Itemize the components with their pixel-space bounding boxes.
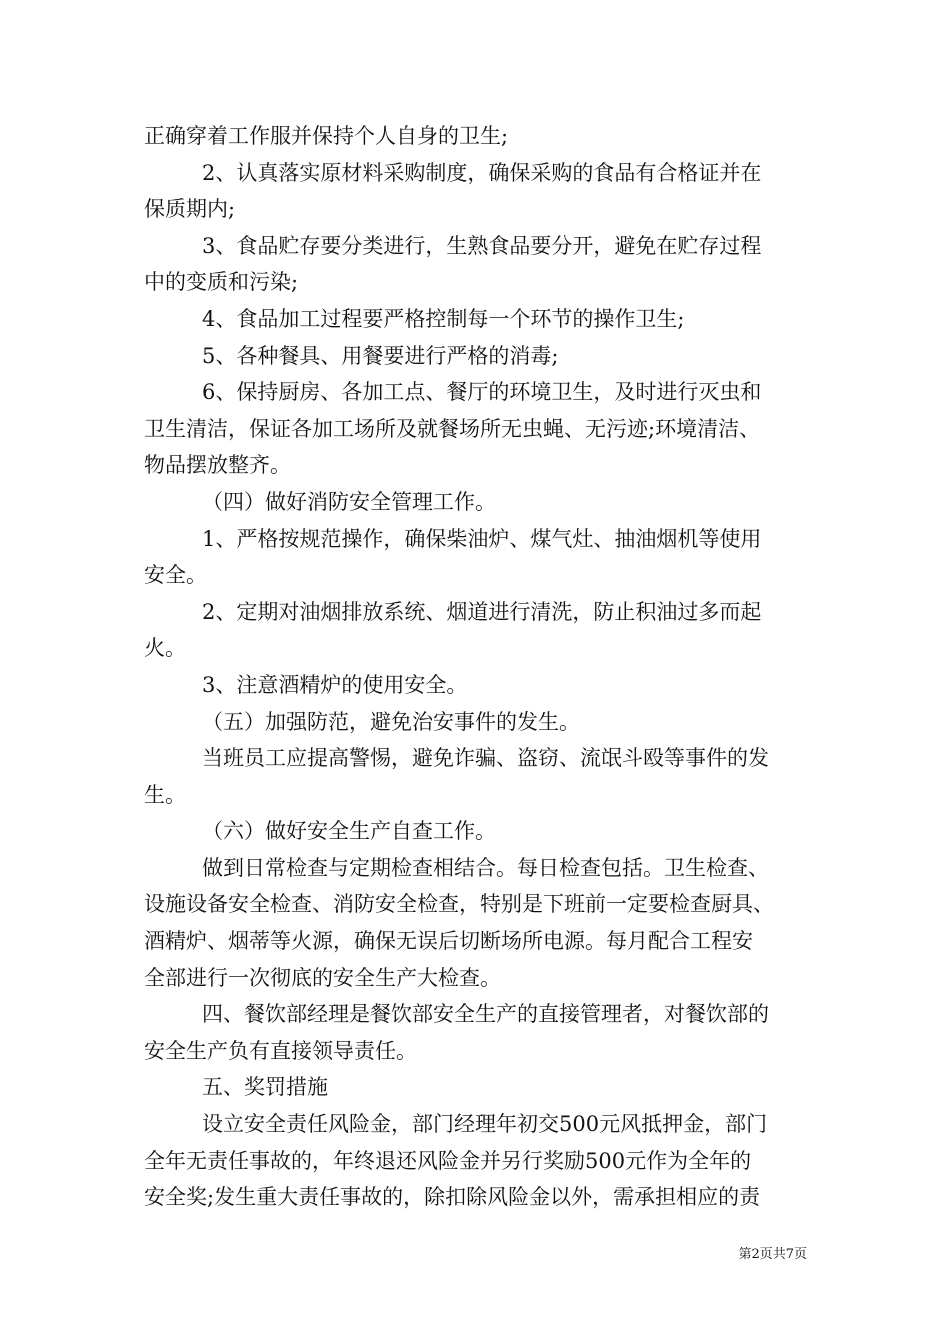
text-line: 安全生产负有直接领导责任。 — [144, 1038, 417, 1063]
text-line: 安全。 — [144, 563, 207, 588]
text-line: （五）加强防范，避免治安事件的发生。 — [202, 709, 580, 734]
text-line: 4、食品加工过程要严格控制每一个环节的操作卫生; — [202, 306, 685, 331]
text-line: 中的变质和污染; — [144, 270, 299, 295]
text-line: （四）做好消防安全管理工作。 — [202, 489, 496, 514]
text-line: 保质期内; — [144, 197, 236, 222]
document-body — [144, 118, 810, 1216]
text-line: 1、严格按规范操作，确保柴油炉、煤气灶、抽油烟机等使用 — [202, 526, 762, 551]
text-line: 3、注意酒精炉的使用安全。 — [202, 672, 468, 697]
text-line: 当班员工应提高警惕，避免诈骗、盗窃、流氓斗殴等事件的发 — [202, 746, 769, 771]
text-line: 火。 — [144, 636, 186, 661]
text-line: 生。 — [144, 782, 186, 807]
text-line: 做到日常检查与定期检查相结合。每日检查包括。卫生检查、 — [202, 855, 769, 880]
text-line: 6、保持厨房、各加工点、餐厅的环境卫生，及时进行灭虫和 — [202, 380, 762, 405]
page-number: 第2页共7页 — [738, 1247, 807, 1262]
text-line: 设立安全责任风险金，部门经理年初交500元风抵押金，部门 — [202, 1112, 768, 1137]
text-line: 设施设备安全检查、消防安全检查，特别是下班前一定要检查厨具、 — [144, 892, 774, 917]
text-line: 3、食品贮存要分类进行，生熟食品要分开，避免在贮存过程 — [202, 233, 762, 258]
text-line: 2、认真落实原材料采购制度，确保采购的食品有合格证并在 — [202, 160, 762, 185]
text-line: 安全奖;发生重大责任事故的，除扣除风险金以外，需承担相应的责 — [144, 1185, 761, 1210]
text-line: 全年无责任事故的，年终退还风险金并另行奖励500元作为全年的 — [144, 1148, 752, 1173]
text-line: 酒精炉、烟蒂等火源，确保无误后切断场所电源。每月配合工程安 — [144, 929, 753, 954]
text-line: 卫生清洁，保证各加工场所及就餐场所无虫蝇、无污迹;环境清洁、 — [144, 416, 761, 441]
text-line: 5、各种餐具、用餐要进行严格的消毒; — [202, 343, 559, 368]
text-line: 正确穿着工作服并保持个人自身的卫生; — [144, 124, 509, 148]
text-line: 五、奖罚措施 — [202, 1075, 328, 1100]
text-line: 2、定期对油烟排放系统、烟道进行清洗，防止积油过多而起 — [202, 599, 762, 624]
text-line: 全部进行一次彻底的安全生产大检查。 — [144, 965, 501, 990]
text-line: （六）做好安全生产自查工作。 — [202, 819, 496, 844]
text-line: 四、餐饮部经理是餐饮部安全生产的直接管理者，对餐饮部的 — [202, 1002, 769, 1027]
text-line: 物品摆放整齐。 — [144, 453, 291, 478]
